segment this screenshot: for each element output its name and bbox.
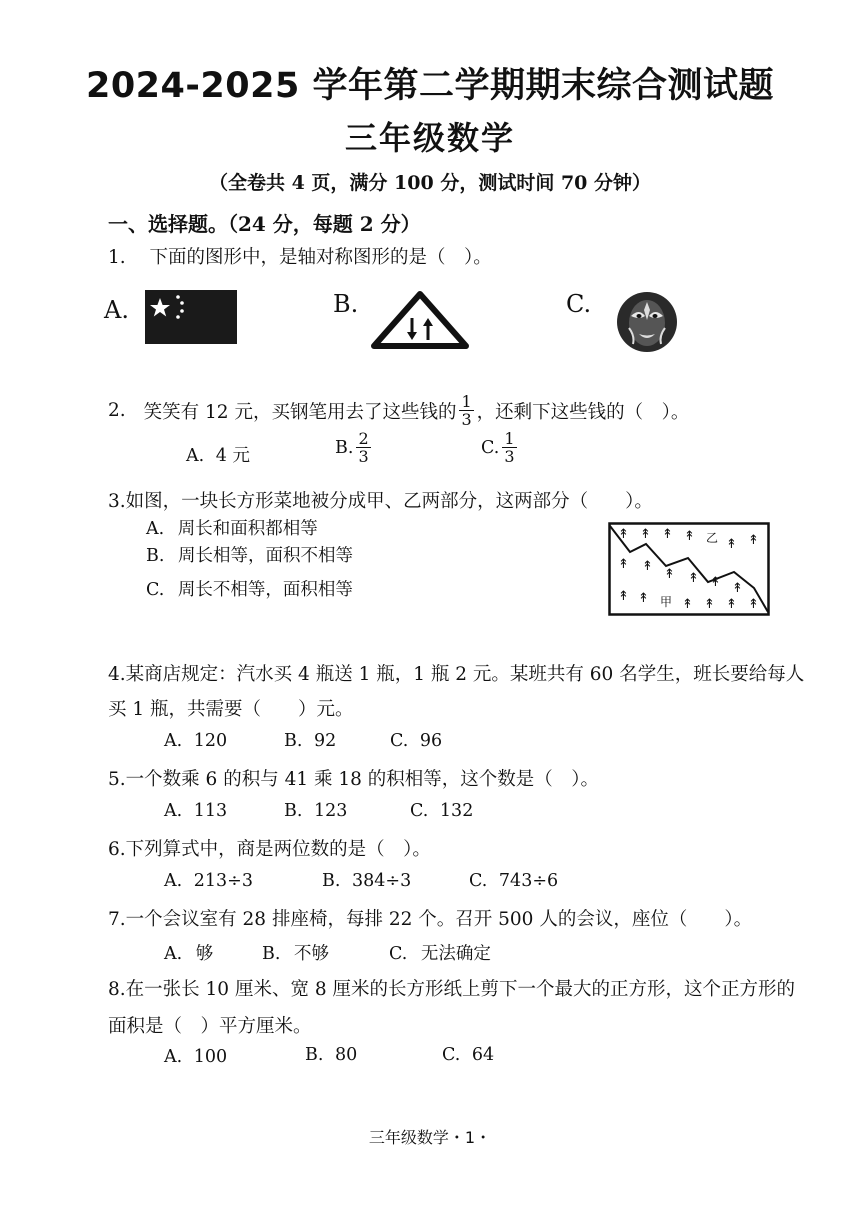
- option-label: B.: [284, 731, 303, 751]
- option-label: A.: [186, 446, 205, 466]
- question-6: [108, 835, 431, 861]
- question-number: 2.: [108, 400, 126, 421]
- question-text: 在一张长 10 厘米、宽 8 厘米的长方形纸上剪下一个最大的正方形，这个正方形的: [125, 979, 795, 1000]
- q5-option-b: [284, 801, 347, 821]
- question-text: 笑笑有 12 元，买钢笔用去了这些钱的: [143, 401, 457, 423]
- option-text: 113: [193, 801, 228, 821]
- warning-triangle-icon: [370, 290, 470, 350]
- svg-text:↟: ↟: [684, 529, 695, 544]
- exam-title: 2024-2025 学年第二学期期末综合测试题: [85, 66, 775, 106]
- q4-option-b: [284, 731, 336, 751]
- svg-text:↟: ↟: [662, 527, 673, 542]
- q5-option-c: [410, 801, 473, 821]
- option-text: 384÷3: [352, 871, 412, 891]
- svg-text:↟: ↟: [638, 591, 649, 606]
- option-text: 96: [419, 731, 443, 751]
- svg-text:↟: ↟: [726, 597, 737, 612]
- flag-icon: [145, 290, 237, 344]
- region-label-jia: 甲: [660, 595, 673, 609]
- option-text: 92: [314, 731, 337, 751]
- option-label: A.: [164, 1047, 183, 1067]
- svg-text:↟: ↟: [642, 559, 653, 574]
- option-text: 周长和面积都相等: [177, 519, 318, 539]
- fraction-denominator: 3: [358, 447, 369, 466]
- svg-text:↟: ↟: [710, 575, 721, 590]
- q8-option-c: [442, 1045, 494, 1065]
- option-text: 周长相等，面积不相等: [178, 546, 354, 566]
- option-text: 周长不相等，面积相等: [177, 580, 353, 600]
- vegetable-field-diagram: [608, 522, 770, 616]
- svg-text:↟: ↟: [682, 597, 693, 612]
- question-text: 一个会议室有 28 排座椅，每排 22 个。召开 500 人的会议，座位（ ）。: [125, 909, 753, 930]
- q7-option-b: [262, 940, 329, 965]
- q5-option-a: [164, 801, 227, 821]
- option-text: 120: [193, 731, 228, 751]
- option-label: C.: [390, 731, 409, 751]
- question-5: [108, 765, 599, 791]
- option-label: B.: [146, 546, 165, 566]
- svg-text:↟: ↟: [664, 567, 675, 582]
- svg-text:↟: ↟: [618, 589, 629, 604]
- question-4-line2: 买 1 瓶，共需要（ ）元。: [108, 699, 354, 720]
- option-text: 4 元: [215, 446, 250, 466]
- q3-option-b: [146, 542, 353, 567]
- question-text: 一个数乘 6 的积与 41 乘 18 的积相等，这个数是（ ）。: [125, 769, 600, 790]
- q1-option-a-label: A.: [104, 296, 129, 324]
- q6-option-a: [164, 871, 253, 891]
- question-number: 3.: [108, 491, 126, 512]
- q1-option-c-label: C.: [566, 290, 592, 318]
- svg-text:↟: ↟: [640, 527, 651, 542]
- question-number: 1.: [108, 247, 126, 268]
- option-text: 无法确定: [420, 944, 491, 964]
- question-text: 如图，一块长方形菜地被分成甲、乙两部分，这两部分（ ）。: [125, 491, 653, 512]
- question-number: 4.: [108, 664, 126, 685]
- option-text: 100: [193, 1047, 228, 1067]
- q6-option-c: [469, 871, 558, 891]
- question-2: [108, 393, 689, 428]
- option-label: C.: [389, 944, 408, 964]
- option-label: A.: [164, 801, 183, 821]
- fraction-numerator: 2: [358, 429, 369, 448]
- page-footer: 三年级数学・1・: [368, 1128, 492, 1147]
- option-label: A.: [164, 944, 183, 964]
- option-label: B.: [305, 1045, 324, 1065]
- option-text: 够: [195, 944, 214, 964]
- svg-text:↟: ↟: [618, 557, 629, 572]
- option-text: 132: [439, 801, 474, 821]
- q6-option-b: [322, 871, 411, 891]
- q3-option-a: [146, 515, 318, 540]
- question-8: [108, 975, 795, 1001]
- question-number: 6.: [108, 839, 126, 860]
- fraction: [502, 430, 516, 465]
- option-text: 123: [314, 801, 348, 821]
- fraction-denominator: 3: [504, 447, 515, 466]
- q4-option-c: [390, 731, 442, 751]
- svg-text:↟: ↟: [732, 581, 743, 596]
- question-4: [108, 660, 804, 686]
- q2-option-c: [481, 430, 520, 465]
- option-label: A.: [164, 731, 183, 751]
- question-number: 5.: [108, 769, 126, 790]
- question-text: ，还剩下这些钱的（ ）。: [476, 401, 690, 423]
- option-label: B.: [262, 944, 281, 964]
- option-text: 不够: [294, 944, 330, 964]
- option-label: C.: [469, 871, 488, 891]
- q1-option-b-label: B.: [333, 290, 359, 318]
- option-text: 743÷6: [498, 871, 559, 891]
- option-label: B.: [335, 437, 354, 458]
- q2-option-a: [186, 442, 250, 467]
- svg-text:↟: ↟: [748, 533, 759, 548]
- option-label: C.: [410, 801, 429, 821]
- svg-text:↟: ↟: [726, 537, 737, 552]
- question-number: 7.: [108, 909, 126, 930]
- option-label: C.: [481, 437, 500, 458]
- q7-option-a: [164, 940, 213, 965]
- q4-option-a: [164, 731, 227, 751]
- option-label: B.: [322, 871, 341, 891]
- option-text: 213÷3: [193, 871, 253, 891]
- option-label: C.: [146, 580, 165, 600]
- q2-option-b: [335, 430, 374, 465]
- option-label: B.: [284, 801, 303, 821]
- fraction: [356, 430, 370, 465]
- question-number: 8.: [108, 979, 126, 1000]
- svg-text:↟: ↟: [748, 597, 759, 612]
- fraction-numerator: 1: [461, 392, 472, 411]
- q3-option-c: [146, 576, 353, 601]
- opera-mask-icon: [615, 290, 679, 354]
- svg-text:↟: ↟: [618, 527, 629, 542]
- question-text: 某商店规定：汽水买 4 瓶送 1 瓶，1 瓶 2 元。某班共有 60 名学生，班长要给每人: [125, 664, 805, 685]
- fraction: [459, 393, 473, 428]
- question-text: 下列算式中，商是两位数的是（ ）。: [125, 839, 431, 860]
- question-8-line2: 面积是（ ）平方厘米。: [108, 1016, 312, 1037]
- exam-subject: 三年级数学: [344, 119, 515, 157]
- option-label: A.: [164, 871, 183, 891]
- section-heading: 一、选择题。（24 分，每题 2 分）: [108, 212, 421, 236]
- svg-text:↟: ↟: [688, 571, 699, 586]
- fraction-denominator: 3: [461, 410, 472, 429]
- q8-option-b: [305, 1045, 357, 1065]
- exam-note: （全卷共 4 页，满分 100 分，测试时间 70 分钟）: [208, 172, 651, 194]
- option-label: A.: [146, 519, 165, 539]
- region-label-yi: 乙: [706, 531, 719, 545]
- question-1: [108, 243, 492, 269]
- question-text: 下面的图形中，是轴对称图形的是（ ）。: [149, 247, 492, 268]
- option-text: 80: [335, 1045, 358, 1065]
- q7-option-c: [389, 940, 491, 965]
- question-7: [108, 905, 752, 931]
- option-label: C.: [442, 1045, 461, 1065]
- svg-text:↟: ↟: [704, 597, 715, 612]
- fraction-numerator: 1: [504, 429, 515, 448]
- q8-option-a: [164, 1047, 227, 1067]
- question-3: [108, 487, 653, 513]
- option-text: 64: [471, 1045, 495, 1065]
